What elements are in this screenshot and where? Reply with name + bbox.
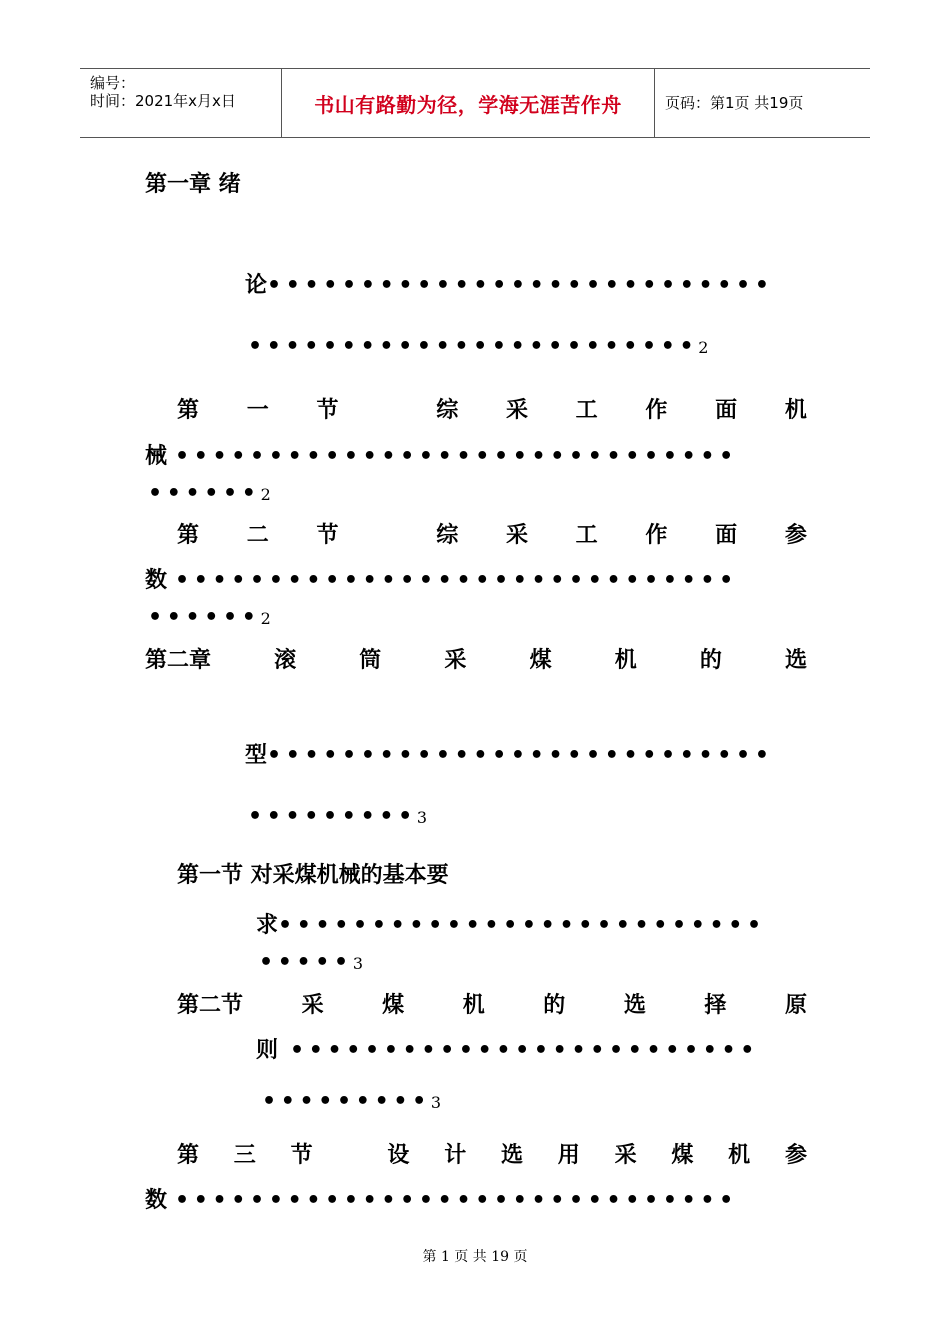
toc-leader-dots: ••••••••••••••••••••••••••••••	[175, 444, 738, 469]
toc-char: 节	[316, 398, 339, 423]
toc-char: 采	[614, 1143, 637, 1168]
toc-char: 采	[301, 993, 324, 1018]
toc-char: 机	[462, 993, 485, 1018]
toc-char: 节	[316, 523, 339, 548]
toc-chapter-1-line2	[248, 334, 708, 361]
toc-char: 综	[436, 523, 459, 548]
toc-leader-dots: •••••••••	[262, 1089, 431, 1114]
toc-entry-text: 械	[145, 444, 168, 469]
toc-char: 采	[505, 398, 528, 423]
toc-leader-dots: ••••••	[148, 605, 261, 630]
toc-page-number: 3	[430, 1093, 442, 1112]
toc-char: 选	[500, 1143, 523, 1168]
toc-entry-text: 数	[145, 1188, 168, 1213]
toc-chapter-2-title	[145, 643, 807, 674]
toc-char: 煤	[529, 648, 552, 673]
toc-char: 第二节	[177, 993, 244, 1018]
toc-page-number: 3	[416, 808, 428, 827]
toc-entry-text: 论	[245, 273, 268, 298]
toc-char: 计	[444, 1143, 467, 1168]
toc-section-2-2-line	[256, 1038, 759, 1064]
toc-entry-text: 求	[256, 913, 279, 938]
toc-page-number: 2	[260, 485, 271, 504]
toc-char: 作	[645, 523, 668, 548]
toc-char: 第	[177, 523, 200, 548]
toc-char: 第二章	[145, 648, 212, 673]
toc-char: 采	[505, 523, 528, 548]
toc-char: 设	[387, 1143, 410, 1168]
toc-char: 三	[233, 1143, 256, 1168]
toc-page-number: 2	[698, 338, 709, 357]
toc-char: 作	[645, 398, 668, 423]
toc-leader-dots: •••••••••••••••••••••••••	[290, 1038, 760, 1063]
toc-char: 面	[715, 398, 738, 423]
toc-section-2-3-line	[145, 1188, 738, 1214]
toc-char: 选	[784, 648, 807, 673]
toc-leader-dots: •••••••••••••••••••••••••••	[267, 743, 774, 768]
toc-section-2-2-line2	[262, 1089, 441, 1116]
toc-chapter-2-line	[245, 743, 774, 769]
toc-char: 选	[623, 993, 646, 1018]
toc-chapter-2-line2	[248, 804, 427, 831]
toc-char: 面	[715, 523, 738, 548]
toc-char: 参	[784, 523, 807, 548]
toc-leader-dots: •••••	[259, 950, 353, 975]
toc-char: 用	[557, 1143, 580, 1168]
toc-leader-dots: •••••••••	[248, 804, 417, 829]
toc-leader-dots: ••••••••••••••••••••••••	[248, 334, 699, 359]
date-label: 时间：2021年x月x日	[90, 92, 236, 110]
toc-char: 煤	[671, 1143, 694, 1168]
header-table	[80, 68, 870, 138]
toc-char: 节	[290, 1143, 313, 1168]
motto-text: 书山有路勤为径，学海无涯苦作舟	[314, 92, 622, 117]
toc-char: 综	[436, 398, 459, 423]
toc-char: 机	[784, 398, 807, 423]
toc-chapter-1-title: 第一章 绪	[145, 172, 241, 197]
toc-char: 的	[699, 648, 722, 673]
toc-section-2-2-title	[177, 988, 807, 1019]
toc-char: 第	[177, 398, 200, 423]
toc-section-2-3-title	[177, 1138, 807, 1169]
toc-char: 滚	[274, 648, 297, 673]
toc-char: 筒	[359, 648, 382, 673]
toc-section-1-1-line2	[148, 481, 271, 508]
page-footer: 第 1 页 共 19 页	[422, 1249, 528, 1265]
toc-char: 工	[575, 523, 598, 548]
toc-char: 采	[444, 648, 467, 673]
page-indicator: 页码：第1页 共19页	[665, 94, 804, 112]
toc-char: 煤	[382, 993, 405, 1018]
header-left-cell	[80, 69, 281, 137]
toc-page-number: 3	[352, 954, 363, 973]
toc-leader-dots: ••••••••••••••••••••••••••••••	[175, 568, 738, 593]
header-right-cell	[655, 69, 870, 137]
header-center-cell	[282, 69, 654, 137]
toc-section-2-1-line	[256, 913, 766, 939]
toc-char: 的	[543, 993, 566, 1018]
toc-section-1-1-title	[177, 393, 807, 424]
toc-leader-dots: ••••••	[148, 481, 261, 506]
toc-char: 工	[575, 398, 598, 423]
toc-section-1-1-line	[145, 444, 738, 470]
toc-entry-text: 数	[145, 568, 168, 593]
toc-leader-dots: ••••••••••••••••••••••••••••••	[175, 1188, 738, 1213]
toc-char: 参	[784, 1143, 807, 1168]
toc-char: 机	[614, 648, 637, 673]
toc-leader-dots: •••••••••••••••••••••••••••	[267, 273, 774, 298]
toc-char: 二	[246, 523, 269, 548]
toc-section-1-2-title	[177, 518, 807, 549]
document-number-label: 编号：	[90, 74, 136, 92]
toc-entry-text: 型	[245, 743, 268, 768]
toc-entry-text: 则	[256, 1038, 279, 1063]
toc-chapter-1-line	[245, 273, 774, 299]
toc-page-number: 2	[260, 609, 271, 628]
toc-leader-dots: ••••••••••••••••••••••••••	[278, 913, 766, 938]
toc-section-1-2-line	[145, 568, 738, 594]
toc-section-1-2-line2	[148, 605, 271, 632]
toc-char: 择	[704, 993, 727, 1018]
toc-char: 一	[246, 398, 269, 423]
toc-char: 原	[784, 993, 807, 1018]
toc-section-2-1-line2	[259, 950, 363, 977]
toc-char: 机	[728, 1143, 751, 1168]
toc-char: 第	[177, 1143, 200, 1168]
toc-section-2-1-title: 第一节 对采煤机械的基本要	[177, 863, 449, 888]
